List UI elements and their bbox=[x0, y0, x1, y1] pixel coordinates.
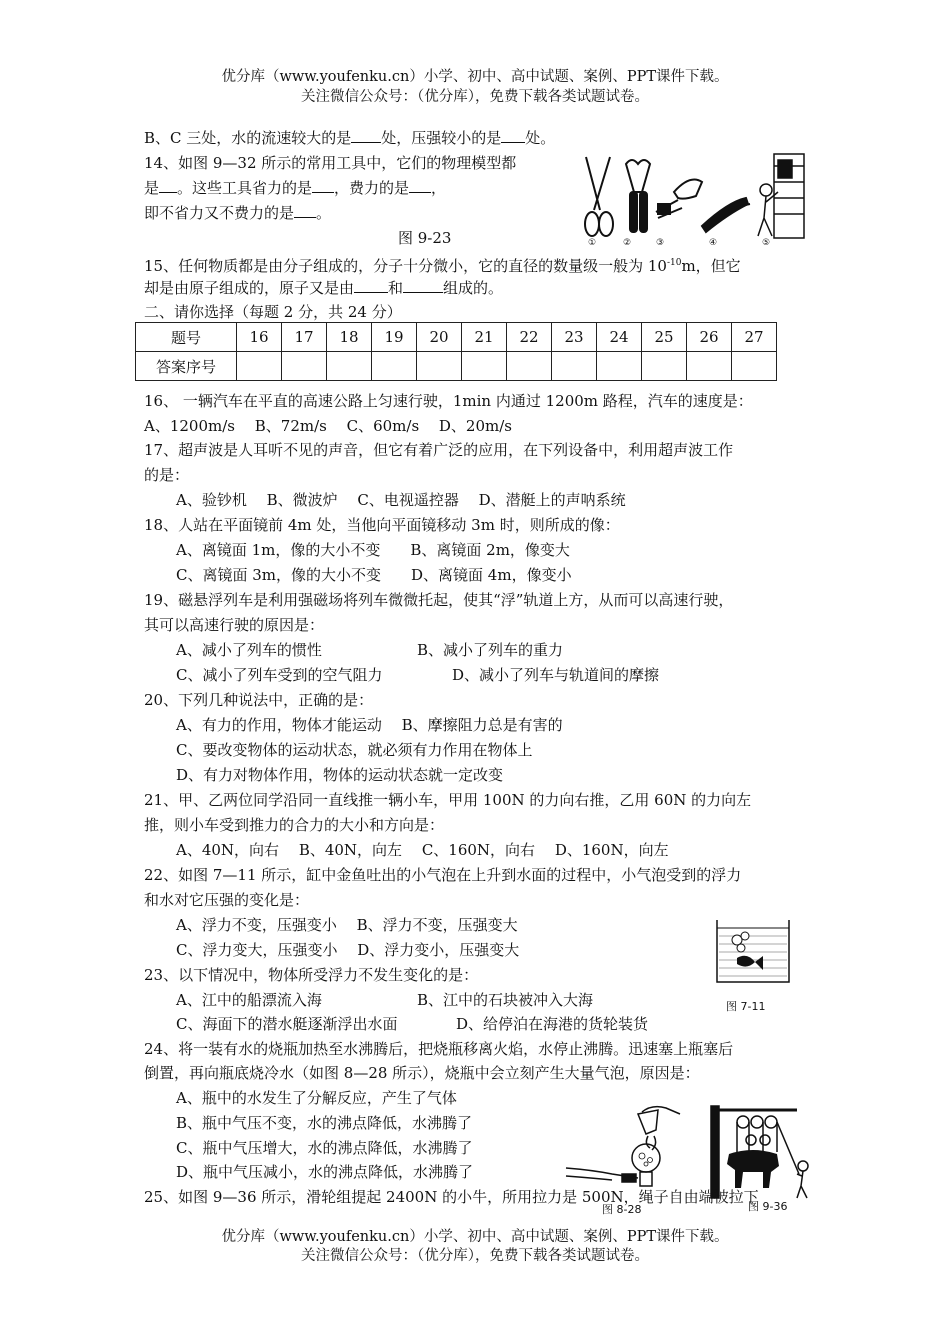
fig-9-36-caption: 图 9-36 bbox=[748, 1200, 788, 1213]
question-number-cell: 24 bbox=[597, 323, 642, 352]
answer-cell[interactable] bbox=[597, 352, 642, 381]
tool-label-5: ⑤ bbox=[762, 238, 771, 248]
tool-label-3: ③ bbox=[656, 238, 665, 248]
answer-cell[interactable] bbox=[642, 352, 687, 381]
q20-option-d: D、有力对物体作用，物体的运动状态就一定改变 bbox=[176, 766, 504, 784]
tool-label-1: ① bbox=[588, 238, 597, 248]
q19-option-b: B、减小了列车的重力 bbox=[417, 641, 564, 659]
q25-line-1: 25、如图 9—36 所示，滑轮组提起 2400N 的小牛，所用拉力是 500N，绳子自由端被拉下 bbox=[144, 1188, 759, 1206]
q23-option-a: A、江中的船漂流入海 bbox=[176, 991, 322, 1009]
question-number-cell: 16 bbox=[237, 323, 282, 352]
q16-stem: 16、 一辆汽车在平直的高速公路上匀速行驶，1min 内通过 1200m 路程，汽车的速度是： bbox=[144, 392, 753, 410]
q17-options: A、验钞机 B、微波炉 C、电视遥控器 D、潜艇上的声呐系统 bbox=[176, 491, 626, 509]
q19-option-c: C、减小了列车受到的空气阻力 bbox=[176, 666, 383, 684]
q14-line-1: 14、如图 9—32 所示的常用工具中，它们的物理模型都 bbox=[144, 154, 517, 172]
q22-line-2: 和水对它压强的变化是： bbox=[144, 891, 310, 909]
question-number-cell: 19 bbox=[372, 323, 417, 352]
tool-label-2: ② bbox=[623, 238, 632, 248]
header-line-2: 关注微信公众号：（优分库），免费下载各类试题试卷。 bbox=[301, 89, 649, 105]
section-2-title: 二、请你选择（每题 2 分，共 24 分） bbox=[144, 303, 402, 321]
q19-option-d: D、减小了列车与轨道间的摩擦 bbox=[452, 666, 660, 684]
q20-stem: 20、下列几种说法中，正确的是： bbox=[144, 691, 374, 709]
question-number-cell: 17 bbox=[282, 323, 327, 352]
q18-options-ab: A、离镜面 1m，像的大小不变 B、离镜面 2m，像变大 bbox=[176, 541, 570, 559]
footer-line-1: 优分库（www.youfenku.cn）小学、初中、高中试题、案例、PPT课件下载。 bbox=[221, 1229, 729, 1245]
answer-row-label: 答案序号 bbox=[136, 352, 237, 381]
q22-options-ab: A、浮力不变，压强变小 B、浮力不变，压强变大 bbox=[176, 916, 518, 934]
q15-line-1: 15、任何物质都是由分子组成的，分子十分微小，它的直径的数量级一般为 $10^{-10}m$，但它 bbox=[144, 257, 741, 275]
q14-line-2: 是 。这些工具省力的是 ，费力的是 ， bbox=[144, 179, 447, 197]
question-number-cell: 20 bbox=[417, 323, 462, 352]
q17-line-2: 的是： bbox=[144, 466, 190, 484]
table-row-numbers bbox=[136, 323, 777, 352]
fish-icon bbox=[737, 956, 755, 967]
question-number-cell: 23 bbox=[552, 323, 597, 352]
answer-cell[interactable] bbox=[327, 352, 372, 381]
q17-line-1: 17、超声波是人耳听不见的声音，但它有着广泛的应用，在下列设备中，利用超声波工作 bbox=[144, 441, 734, 459]
question-number-cell: 25 bbox=[642, 323, 687, 352]
footer-line-2: 关注微信公众号：（优分库），免费下载各类试题试卷。 bbox=[301, 1248, 649, 1264]
q20-options-ab: A、有力的作用，物体才能运动 B、摩擦阻力总是有害的 bbox=[176, 716, 563, 734]
answer-cell[interactable] bbox=[462, 352, 507, 381]
fig-8-28-caption: 图 8-28 bbox=[602, 1203, 642, 1216]
answer-cell[interactable] bbox=[507, 352, 552, 381]
answer-table bbox=[135, 322, 777, 381]
q19-line-1: 19、磁悬浮列车是利用强磁场将列车微微托起，使其“浮”轨道上方，从而可以高速行驶， bbox=[144, 591, 734, 609]
answer-cell[interactable] bbox=[372, 352, 417, 381]
q23-option-b: B、江中的石块被冲入大海 bbox=[417, 991, 594, 1009]
scissors-icon bbox=[585, 157, 613, 236]
answer-cell[interactable] bbox=[732, 352, 777, 381]
q19-option-a: A、减小了列车的惯性 bbox=[176, 641, 322, 659]
question-number-cell: 18 bbox=[327, 323, 372, 352]
nutcracker-icon bbox=[702, 198, 750, 232]
q15-line-2: 却是由原子组成的，原子又是由 和 组成的。 bbox=[144, 279, 504, 297]
person-pulling-icon bbox=[797, 1161, 808, 1198]
q14-line-3: 即不省力又不费力的是 。 bbox=[144, 204, 332, 222]
q18-options-cd: C、离镜面 3m，像的大小不变 D、离镜面 4m，像变小 bbox=[176, 566, 572, 584]
answer-cell[interactable] bbox=[282, 352, 327, 381]
question-number-cell: 21 bbox=[462, 323, 507, 352]
q21-line-1: 21、甲、乙两位同学沿同一直线推一辆小车，甲用 100N 的力向右推，乙用 60N 的力向左 bbox=[144, 791, 752, 809]
fig-7-11-caption: 图 7-11 bbox=[726, 1000, 766, 1013]
q19-line-2: 其可以高速行驶的原因是： bbox=[144, 616, 325, 634]
q24-option-c: C、瓶中气压增大，水的沸点降低，水沸腾了 bbox=[176, 1139, 473, 1157]
q24-option-d: D、瓶中气压减小，水的沸点降低，水沸腾了 bbox=[176, 1163, 474, 1181]
answer-cell[interactable] bbox=[417, 352, 462, 381]
q23-stem: 23、以下情况中，物体所受浮力不发生变化的是： bbox=[144, 966, 479, 984]
tweezers-icon bbox=[656, 180, 702, 218]
q16-options: A、1200m/s B、72m/s C、60m/s D、20m/s bbox=[144, 417, 512, 435]
question-number-cell: 27 bbox=[732, 323, 777, 352]
table-header-label: 题号 bbox=[136, 323, 237, 352]
q24-option-b: B、瓶中气压不变，水的沸点降低，水沸腾了 bbox=[176, 1114, 473, 1132]
q14-figure-caption: 图 9-23 bbox=[398, 229, 452, 247]
tool-label-4: ④ bbox=[709, 238, 718, 248]
question-number-cell: 26 bbox=[687, 323, 732, 352]
q24-line-1: 24、将一装有水的烧瓶加热至水沸腾后，把烧瓶移离火焰，水停止沸腾。迅速塞上瓶塞后 bbox=[144, 1040, 734, 1058]
q18-stem: 18、人站在平面镜前 4m 处，当他向平面镜移动 3m 时，则所成的像： bbox=[144, 516, 620, 534]
answer-cell[interactable] bbox=[687, 352, 732, 381]
q21-line-2: 推，则小车受到推力的合力的大小和方向是： bbox=[144, 816, 445, 834]
q21-options: A、40N，向右 B、40N，向左 C、160N，向右 D、160N，向左 bbox=[176, 841, 669, 859]
tools-figure bbox=[578, 152, 806, 248]
pliers-icon bbox=[626, 160, 650, 232]
calf-icon bbox=[727, 1150, 779, 1188]
question-number-cell: 22 bbox=[507, 323, 552, 352]
q23-option-c: C、海面下的潜水艇逐渐浮出水面 bbox=[176, 1015, 398, 1033]
header-line-1: 优分库（www.youfenku.cn）小学、初中、高中试题、案例、PPT课件下载。 bbox=[221, 69, 729, 85]
answer-cell[interactable] bbox=[237, 352, 282, 381]
q20-option-c: C、要改变物体的运动状态，就必须有力作用在物体上 bbox=[176, 741, 533, 759]
person-lever-icon bbox=[758, 154, 804, 238]
answer-cell[interactable] bbox=[552, 352, 597, 381]
table-row-answers bbox=[136, 352, 777, 381]
q24-line-2: 倒置，再向瓶底烧冷水（如图 8—28 所示），烧瓶中会立刻产生大量气泡，原因是： bbox=[144, 1064, 700, 1082]
q22-line-1: 22、如图 7—11 所示，缸中金鱼吐出的小气泡在上升到水面的过程中，小气泡受到的浮力 bbox=[144, 866, 742, 884]
q22-options-cd: C、浮力变大，压强变小 D、浮力变小，压强变大 bbox=[176, 941, 520, 959]
fish-tank-figure bbox=[715, 918, 791, 984]
q13-tail: B、C 三处，水的流速较大的是 处，压强较小的是 处。 bbox=[144, 129, 556, 147]
q24-option-a: A、瓶中的水发生了分解反应，产生了气体 bbox=[176, 1089, 457, 1107]
q23-option-d: D、给停泊在海港的货轮装货 bbox=[456, 1015, 649, 1033]
